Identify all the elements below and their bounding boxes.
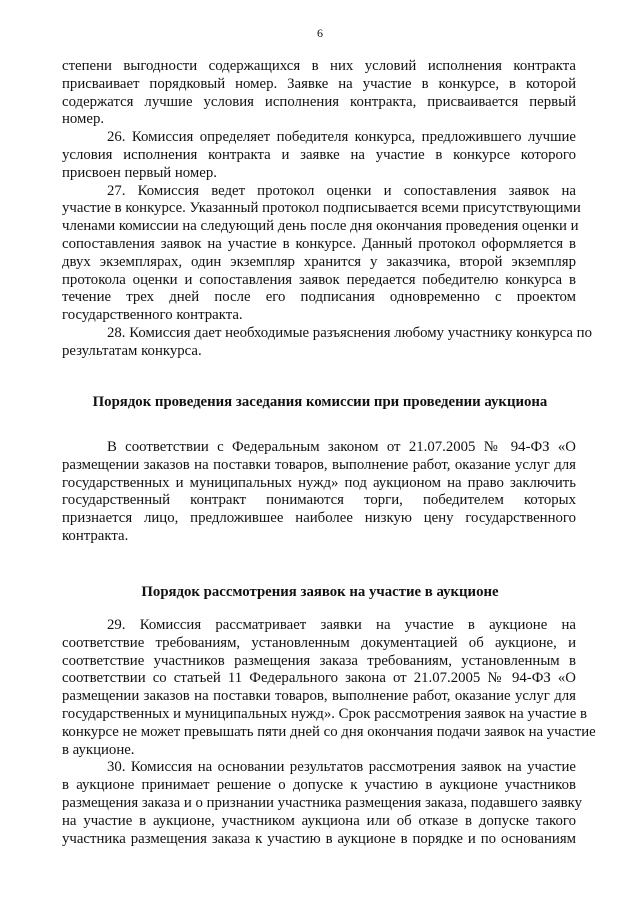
- text-line: размещении заказов на поставки товаров, выполнение работ, оказание услуг для: [62, 456, 576, 473]
- heading-auction-review: Порядок рассмотрения заявок на участие в аукционе: [141, 584, 499, 600]
- text-line: сопоставления заявок на участие в конкурсе. Данный протокол оформляется в: [62, 235, 576, 252]
- heading-auction-meeting: Порядок проведения заседания комиссии при проведении аукциона: [92, 394, 548, 410]
- text-line: размещения заказа и о признании участника размещения заказа, подавшего заявку: [62, 794, 583, 811]
- paragraph: [62, 617, 596, 759]
- text-line: присваивает порядковый номер. Заявке на участие в конкурсе, в которой: [62, 75, 576, 92]
- page-number: 6: [317, 26, 323, 40]
- text-line: В соответствии с Федеральным законом от 21.07.2005 № 94-ФЗ «О: [107, 439, 576, 455]
- text-line: государственных и муниципальных нужд». Срок рассмотрения заявок на участие в: [62, 705, 587, 722]
- paragraph: [62, 439, 576, 546]
- text-line: течение трех дней после его подписания одновременно с проектом: [62, 289, 576, 306]
- text-line: государственных и муниципальных нужд» под аукционом на право заключить: [62, 474, 576, 491]
- text-line: на участие в аукционе, участником аукциона или об отказе в допуске такого: [62, 812, 576, 829]
- section-auction-review: [62, 617, 596, 848]
- paragraph: [62, 324, 592, 361]
- text-line: 27. Комиссия ведет протокол оценки и сопоставления заявок на: [107, 182, 576, 199]
- text-line: условия исполнения контракта и заявке на участие в конкурсе которого: [62, 146, 576, 163]
- text-line: государственного контракта.: [62, 307, 243, 324]
- section-tender-results: [62, 58, 592, 361]
- text-line: 29. Комиссия рассматривает заявки на участие в аукционе на: [107, 617, 576, 633]
- text-line: присвоен первый номер.: [62, 164, 217, 181]
- text-line: результатам конкурса.: [62, 342, 202, 359]
- section-auction-definition: [62, 439, 576, 546]
- text-line: 30. Комиссия на основании результатов рассмотрения заявок на участие: [107, 759, 576, 776]
- text-line: в аукционе принимает решение о допуске к участию в аукционе участников: [62, 777, 576, 794]
- paragraph: [62, 58, 576, 129]
- text-line: соответствие участников размещения заказа требованиям, установленным в: [62, 652, 576, 669]
- text-line: содержатся лучшие условия исполнения контракта, присваивается первый: [62, 93, 576, 110]
- text-line: контракта.: [62, 527, 129, 544]
- text-line: участие в конкурсе. Указанный протокол подписывается всеми присутствующими: [62, 200, 581, 217]
- text-line: 28. Комиссия дает необходимые разъяснения любому участнику конкурса по: [107, 324, 592, 341]
- text-line: размещении заказов на поставки товаров, выполнение работ, оказание услуг для: [62, 688, 576, 705]
- text-line: в аукционе.: [62, 741, 135, 758]
- text-line: соответствие требованиям, установленным документацией об аукционе, и: [62, 634, 576, 651]
- paragraph: [62, 182, 581, 325]
- text-line: номер.: [62, 111, 105, 128]
- text-line: государственный контракт понимаются торги, победителем которых: [62, 492, 576, 509]
- text-line: конкурсе не может превышать пяти дней со дня окончания подачи заявок на участие: [62, 723, 596, 740]
- text-line: соответствии со статьей 11 Федерального закона от 21.07.2005 № 94-ФЗ «О: [62, 670, 576, 687]
- paragraph: [62, 759, 583, 848]
- text-line: протокола оценки и сопоставления заявок передается победителю конкурса в: [62, 271, 576, 288]
- text-line: признается лицо, предложившее наиболее низкую цену государственного: [62, 510, 576, 527]
- text-line: 26. Комиссия определяет победителя конкурса, предложившего лучшие: [107, 129, 576, 146]
- paragraph: [62, 129, 576, 182]
- text-line: членами комиссии на следующий день после дня окончания проведения оценки и: [62, 218, 579, 235]
- text-line: участника размещения заказа к участию в аукционе в порядке и по основаниям: [62, 830, 576, 847]
- text-line: степени выгодности содержащихся в них условий исполнения контракта: [62, 58, 576, 74]
- text-line: двух экземплярах, один экземпляр хранится у заказчика, второй экземпляр: [62, 253, 576, 270]
